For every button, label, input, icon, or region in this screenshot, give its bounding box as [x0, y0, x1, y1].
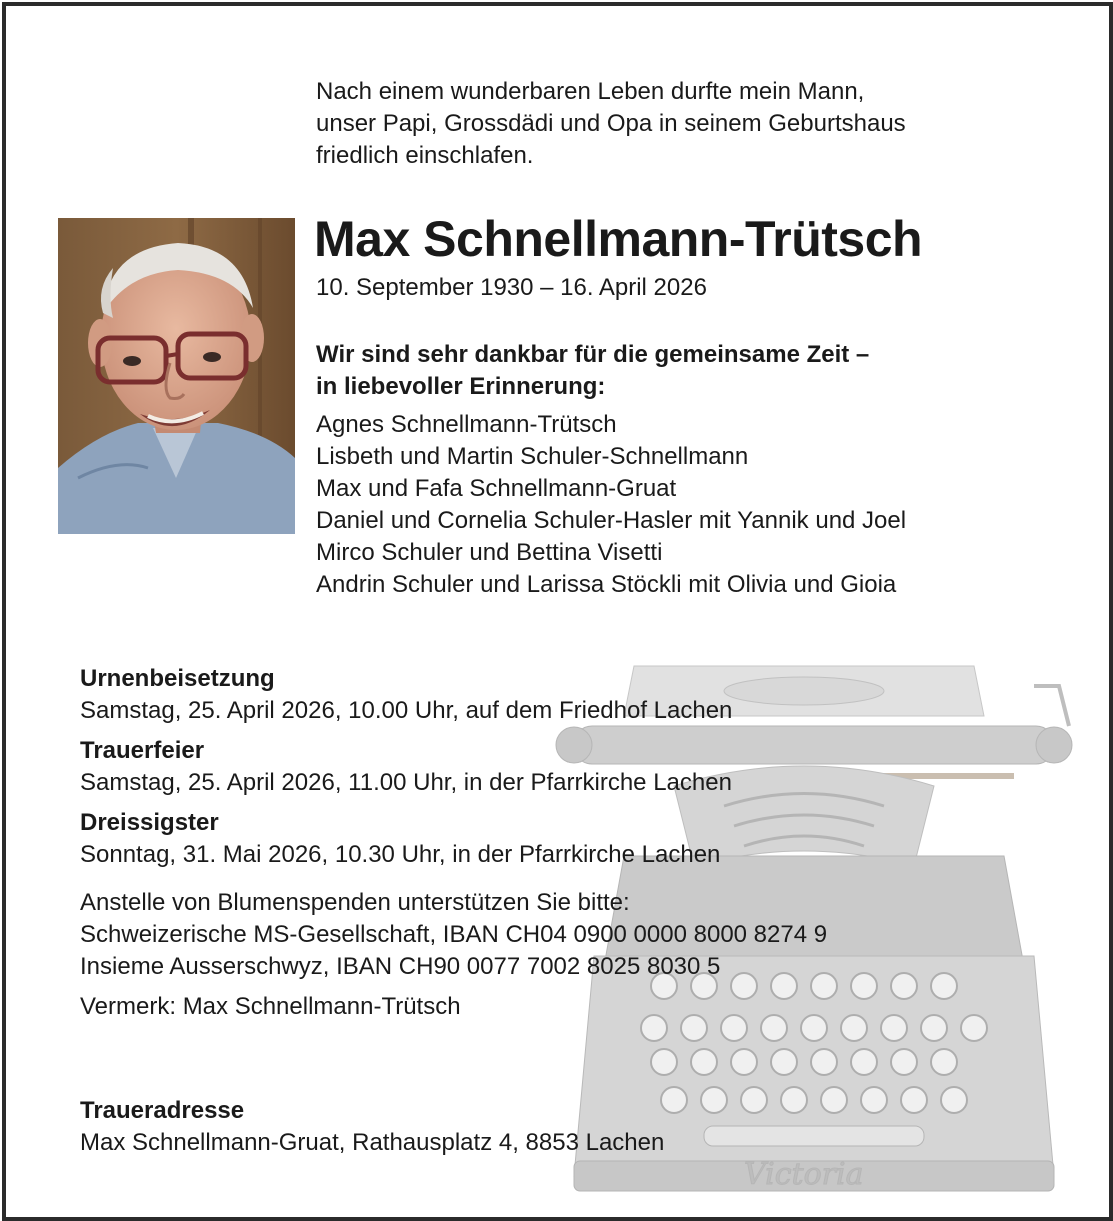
- event-details-trauerfeier: Samstag, 25. April 2026, 11.00 Uhr, in der Pfarrkirche Lachen: [80, 769, 732, 796]
- mourner-entry: Agnes Schnellmann-Trütsch: [316, 411, 617, 438]
- mourner-list: [316, 409, 906, 601]
- thanks-line: Wir sind sehr dankbar für die gemeinsame Zeit –: [316, 341, 870, 368]
- event-list: [80, 663, 732, 879]
- mourner-entry: Andrin Schuler und Larissa Stöckli mit Olivia und Gioia: [316, 571, 897, 598]
- donation-info: [80, 887, 827, 983]
- mourner-entry: Daniel und Cornelia Schuler-Hasler mit Yannik und Joel: [316, 507, 907, 534]
- event-details-dreissigster: Sonntag, 31. Mai 2026, 10.30 Uhr, in der Pfarrkirche Lachen: [80, 841, 721, 868]
- mourner-entry: Mirco Schuler und Bettina Visetti: [316, 539, 663, 566]
- donation-line: Insieme Ausserschwyz, IBAN CH90 0077 7002 8025 8030 5: [80, 953, 721, 980]
- donation-remark: Vermerk: Max Schnellmann-Trütsch: [80, 993, 461, 1020]
- donation-line: Anstelle von Blumenspenden unterstützen Sie bitte:: [80, 889, 630, 916]
- address-title: Traueradresse: [80, 1097, 245, 1124]
- mourning-address: [80, 1095, 664, 1159]
- intro-line: unser Papi, Grossdädi und Opa in seinem Geburtshaus: [316, 110, 906, 137]
- event-title-dreissigster: Dreissigster: [80, 809, 219, 836]
- intro-line: Nach einem wunderbaren Leben durfte mein Mann,: [316, 78, 865, 105]
- obituary-frame: [2, 2, 1113, 1221]
- svg-text:Victoria: Victoria: [744, 1157, 864, 1192]
- intro-text: [316, 76, 1056, 172]
- deceased-name: Max Schnellmann-Trütsch: [314, 211, 923, 267]
- thanks-heading: [316, 339, 869, 403]
- mourner-entry: Lisbeth und Martin Schuler-Schnellmann: [316, 443, 749, 470]
- event-details-urnenbeisetzung: Samstag, 25. April 2026, 10.00 Uhr, auf dem Friedhof Lachen: [80, 697, 733, 724]
- donation-line: Schweizerische MS-Gesellschaft, IBAN CH04 0900 0000 8000 8274 9: [80, 921, 828, 948]
- thanks-line: in liebevoller Erinnerung:: [316, 373, 606, 400]
- mourner-entry: Max und Fafa Schnellmann-Gruat: [316, 475, 677, 502]
- address-text: Max Schnellmann-Gruat, Rathausplatz 4, 8853 Lachen: [80, 1129, 665, 1156]
- event-title-urnenbeisetzung: Urnenbeisetzung: [80, 665, 275, 692]
- event-title-trauerfeier: Trauerfeier: [80, 737, 205, 764]
- life-dates: 10. September 1930 – 16. April 2026: [316, 274, 707, 301]
- portrait-photo: [58, 218, 295, 534]
- intro-line: friedlich einschlafen.: [316, 142, 534, 169]
